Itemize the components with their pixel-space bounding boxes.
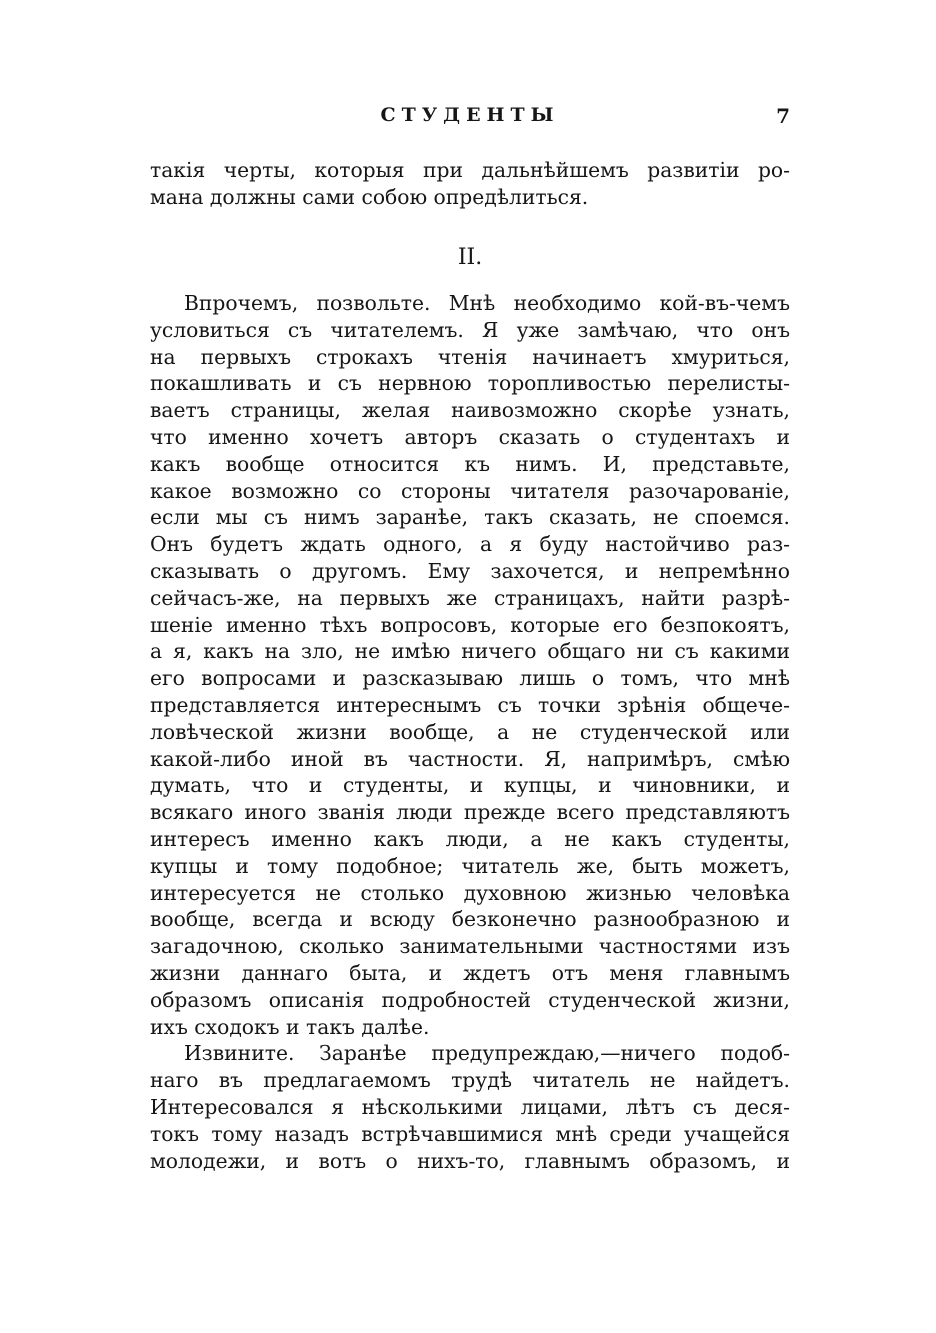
text-line: а я, какъ на зло, не имѣю ничего общаго ни съ какими	[150, 639, 790, 664]
text-line: какъ вообще относится къ нимъ. И, представьте,	[150, 451, 790, 476]
paragraph-1	[150, 290, 790, 1040]
page-header	[150, 104, 790, 132]
text-line: загадочною, сколько занимательными частностями изъ	[150, 934, 790, 959]
page-number: 7	[776, 104, 790, 128]
running-title: СТУДЕНТЫ	[380, 104, 560, 126]
text-line: ловѣческой жизни вообще, а не студенческой или	[150, 719, 790, 744]
intro-paragraph	[150, 157, 790, 211]
text-line: Онъ будетъ ждать одного, а я буду настойчиво раз-	[150, 532, 790, 557]
text-line: Впрочемъ, позвольте. Мнѣ необходимо кой-въ-чемъ	[184, 291, 790, 315]
text-line: думать, что и студенты, и купцы, и чиновники, и	[150, 773, 790, 798]
chapter-number: II.	[457, 245, 483, 270]
text-line: мана должны сами собою опредѣлиться.	[150, 184, 589, 209]
text-line: если мы съ нимъ заранѣе, такъ сказать, не споемся.	[150, 505, 790, 530]
text-line: что именно хочетъ авторъ сказать о студентахъ и	[150, 424, 790, 449]
text-line: токъ тому назадъ встрѣчавшимися мнѣ среди учащейся	[150, 1121, 790, 1146]
text-line: какое возможно со стороны читателя разочарованіе,	[150, 478, 790, 503]
text-line: интересъ именно какъ люди, а не какъ студенты,	[150, 826, 790, 851]
text-line: купцы и тому подобное; читатель же, быть можетъ,	[150, 853, 790, 878]
text-line: какой-либо иной въ частности. Я, напримѣръ, смѣю	[150, 746, 790, 771]
text-line: шеніе именно тѣхъ вопросовъ, которые его безпокоятъ,	[150, 612, 790, 637]
text-line: ваетъ страницы, желая наивозможно скорѣе узнать,	[150, 398, 790, 423]
text-line: сказывать о другомъ. Ему захочется, и непремѣнно	[150, 558, 790, 583]
text-line: молодежи, и вотъ о нихъ-то, главнымъ образомъ, и	[150, 1148, 790, 1173]
chapter-body	[150, 290, 790, 1174]
text-line: наго въ предлагаемомъ трудѣ читатель не найдетъ.	[150, 1068, 790, 1093]
text-line: его вопросами и разсказываю лишь о томъ, что мнѣ	[150, 666, 790, 691]
text-line: условиться съ читателемъ. Я уже замѣчаю, что онъ	[150, 317, 790, 342]
text-line: на первыхъ строкахъ чтенія начинаетъ хмуриться,	[150, 344, 790, 369]
text-line: Интересовался я нѣсколькими лицами, лѣтъ съ деся-	[150, 1094, 790, 1119]
text-line: представляется интереснымъ съ точки зрѣнія общече-	[150, 692, 790, 717]
text-line: вообще, всегда и всюду безконечно разнообразною и	[150, 907, 790, 932]
text-line: сейчасъ-же, на первыхъ же страницахъ, найти разрѣ-	[150, 585, 790, 610]
text-line: всякаго иного званія люди прежде всего представляютъ	[150, 800, 790, 825]
text-line: ихъ сходокъ и такъ далѣе.	[150, 1014, 430, 1039]
text-line: образомъ описанія подробностей студенческой жизни,	[150, 987, 790, 1012]
text-line: покашливать и съ нервною торопливостью перелисты-	[150, 371, 790, 396]
text-line: такія черты, которыя при дальнѣйшемъ развитіи ро-	[150, 158, 790, 182]
text-line: жизни даннаго быта, и ждетъ отъ меня главнымъ	[150, 960, 790, 985]
paragraph-2	[150, 1040, 790, 1174]
text-line: интересуется не столько духовною жизнью человѣка	[150, 880, 790, 905]
text-line: Извините. Заранѣе предупреждаю,—ничего подоб-	[184, 1041, 790, 1066]
